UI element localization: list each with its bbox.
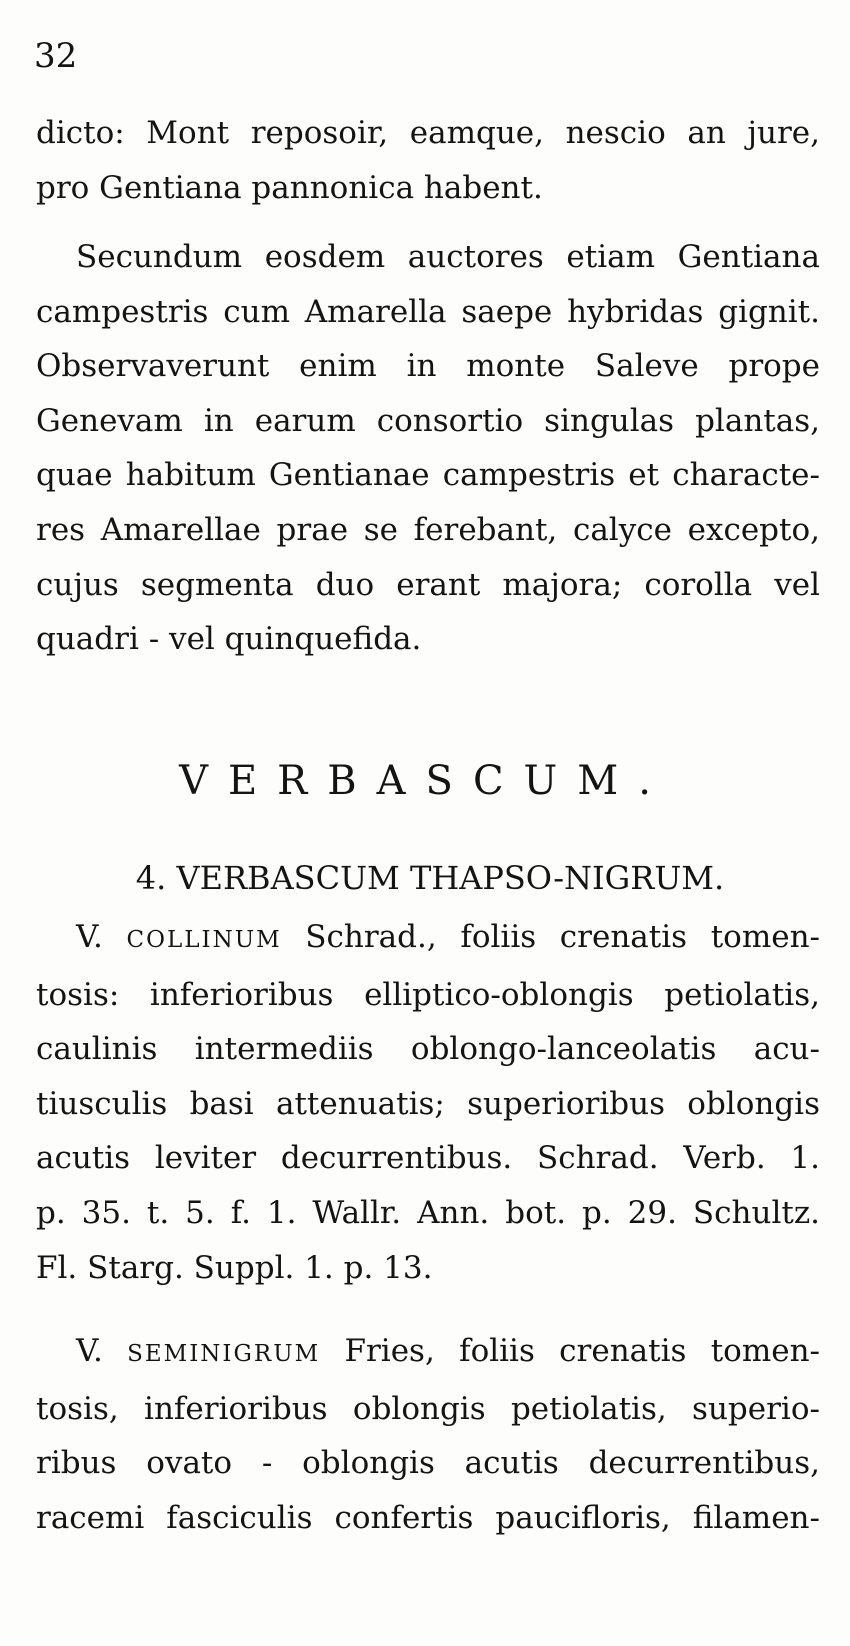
species-heading: 4. VERBASCUM THAPSO-NIGRUM. bbox=[135, 859, 725, 897]
text-line: quae habitum Gentianae campestris et characte- bbox=[36, 457, 820, 494]
text-line: quadri - vel quinquefida. bbox=[36, 621, 422, 658]
paragraph-gentiana-campestris bbox=[36, 230, 820, 667]
text-line: pro Gentiana pannonica habent. bbox=[36, 169, 543, 206]
text-line: Secundum eosdem auctores etiam Gentiana bbox=[76, 239, 820, 275]
text-line: p. 35. t. 5. f. 1. Wallr. Ann. bot. p. 29. Schultz. bbox=[36, 1194, 820, 1231]
text-line: caulinis intermediis oblongo-lanceolatis acu- bbox=[36, 1031, 820, 1068]
text-line: res Amarellae prae se ferebant, calyce excepto, bbox=[36, 511, 820, 548]
section-heading: VERBASCUM. bbox=[179, 758, 671, 804]
species-name: COLLINUM bbox=[126, 927, 282, 953]
entry-collinum bbox=[36, 910, 820, 1295]
text-line: cujus segmenta duo erant majora; corolla vel bbox=[36, 566, 820, 603]
species-name: SEMINIGRUM bbox=[127, 1341, 321, 1367]
page-number: 32 bbox=[34, 36, 78, 76]
entry-first-rest: Fries, foliis crenatis tomen- bbox=[344, 1333, 821, 1369]
text-line: tiusculis basi attenuatis; superioribus oblongis bbox=[36, 1085, 820, 1122]
entry-first-rest: Schrad., foliis crenatis tomen- bbox=[305, 919, 821, 955]
text-line: campestris cum Amarella saepe hybridas gignit. bbox=[36, 293, 820, 330]
text-line: tosis: inferioribus elliptico-oblongis petiolatis, bbox=[36, 976, 820, 1013]
entry-prefix: V. bbox=[76, 919, 103, 955]
text-line: dicto: Mont reposoir, eamque, nescio an jure, bbox=[36, 115, 820, 151]
text-line: Genevam in earum consortio singulas plantas, bbox=[36, 402, 820, 439]
text-line: Observaverunt enim in monte Saleve prope bbox=[36, 348, 820, 385]
text-line: racemi fasciculis confertis paucifloris, filamen- bbox=[36, 1499, 820, 1536]
text-line: acutis leviter decurrentibus. Schrad. Verb. 1. bbox=[36, 1140, 820, 1177]
entry-first-line bbox=[36, 1324, 820, 1382]
entry-first-line bbox=[36, 910, 820, 968]
entry-prefix: V. bbox=[76, 1333, 103, 1369]
text-line: ribus ovato - oblongis acutis decurrentibus, bbox=[36, 1445, 820, 1482]
text-line: tosis, inferioribus oblongis petiolatis, superio- bbox=[36, 1390, 820, 1427]
text-line: Fl. Starg. Suppl. 1. p. 13. bbox=[36, 1249, 433, 1286]
paragraph-gentiana-pannonica bbox=[36, 106, 820, 215]
entry-seminigrum bbox=[36, 1324, 820, 1545]
